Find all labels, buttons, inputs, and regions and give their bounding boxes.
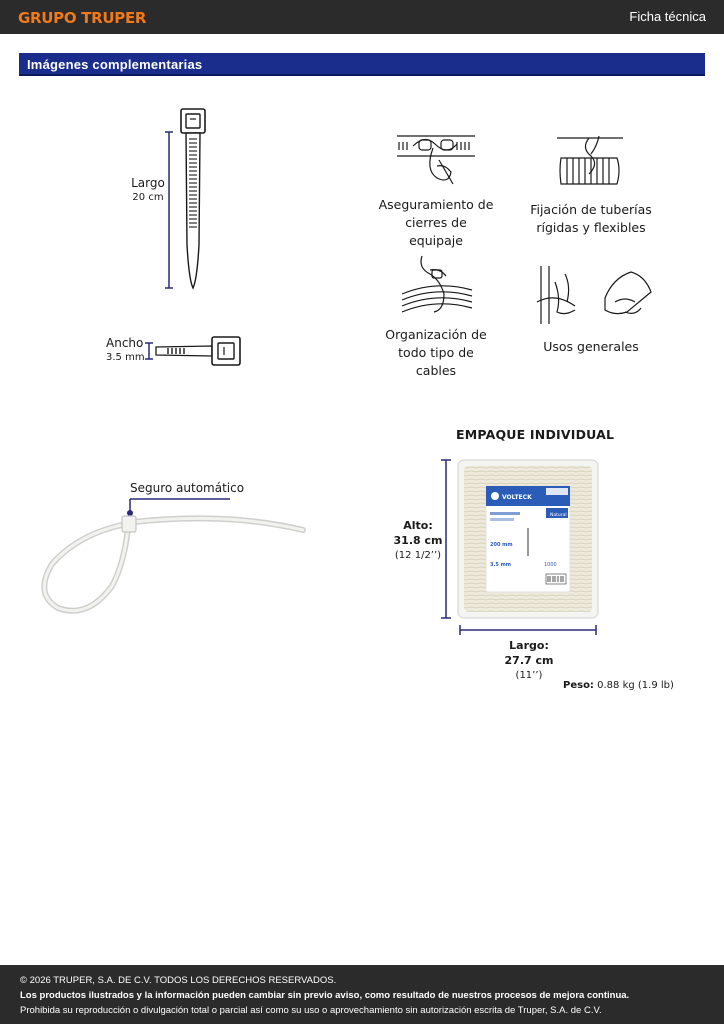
usage-cables-line1: Organización de	[385, 327, 487, 342]
usage-pipes	[530, 201, 652, 237]
footer	[0, 965, 724, 1024]
package-brand-text: VOLTECK	[502, 494, 532, 501]
usage-cables-line2: todo tipo de cables	[398, 345, 474, 378]
package-weight-label: Peso:	[563, 680, 594, 691]
usage-luggage-line2: cierres de equipaje	[405, 215, 467, 248]
package-height-cm: 31.8 cm	[393, 534, 443, 547]
package-length	[498, 638, 560, 683]
document-type: Ficha técnica	[629, 9, 706, 24]
brand-logo: GRUPO TRUPER	[18, 9, 147, 27]
usage-luggage-line1: Aseguramiento de	[378, 197, 494, 212]
package-length-in: (11’’)	[515, 670, 543, 681]
package-bag-image	[456, 458, 600, 620]
package-height-in: (12 1/2’’)	[394, 550, 442, 561]
header-bar	[0, 0, 724, 34]
footer-notice: Los productos ilustrados y la información pueden cambiar sin previo aviso, como resultado de nuestros procesos de mejora continua.	[20, 990, 630, 1001]
package-weight-value: 0.88 kg (1.9 lb)	[597, 680, 674, 691]
width-label: Ancho	[106, 336, 144, 350]
length-label: Largo	[131, 176, 165, 190]
cable-tie-width-illustration	[140, 334, 250, 368]
section-title: Imágenes complementarias	[27, 57, 203, 72]
package-length-cm: 27.7 cm	[504, 654, 554, 667]
usage-general-line1: Usos generales	[543, 339, 639, 354]
package-width-text: 3.5 mm	[490, 562, 512, 568]
package-length-dimension	[458, 622, 600, 638]
package-height	[388, 518, 448, 563]
auto-lock-label: Seguro automático	[130, 481, 245, 495]
footer-copyright: © 2026 TRUPER, S.A. DE C.V. TODOS LOS DERECHOS RESERVADOS.	[20, 975, 337, 986]
usage-luggage	[378, 196, 494, 250]
general-use-icon	[535, 262, 655, 328]
luggage-zipper-icon	[395, 130, 477, 190]
width-value: 3.5 mm	[106, 352, 145, 363]
package-weight	[563, 680, 674, 691]
package-height-label: Alto:	[403, 519, 433, 532]
length-value: 20 cm	[132, 192, 164, 203]
package-tag-text: Natural	[550, 513, 567, 518]
cable-bundle-icon	[400, 254, 474, 318]
package-length-label: Largo:	[509, 639, 549, 652]
usage-general	[536, 338, 646, 356]
pipe-fixing-icon	[555, 134, 625, 192]
usage-pipes-line2: rígidas y flexibles	[536, 220, 646, 235]
usage-cables	[378, 326, 494, 380]
section-header	[19, 53, 705, 76]
cable-tie-length-illustration	[160, 105, 230, 295]
package-title: EMPAQUE INDIVIDUAL	[456, 427, 615, 442]
footer-prohibition: Prohibida su reproducción o divulgación total o parcial así como su uso o aprovechamiento sin autorización escrita de Truper, S.A. de C.V.	[20, 1005, 602, 1016]
package-size-text: 200 mm	[490, 542, 513, 548]
package-qty-text: 1000	[544, 562, 557, 568]
usage-pipes-line1: Fijación de tuberías	[530, 202, 652, 217]
cable-tie-loop-illustration	[38, 494, 308, 620]
